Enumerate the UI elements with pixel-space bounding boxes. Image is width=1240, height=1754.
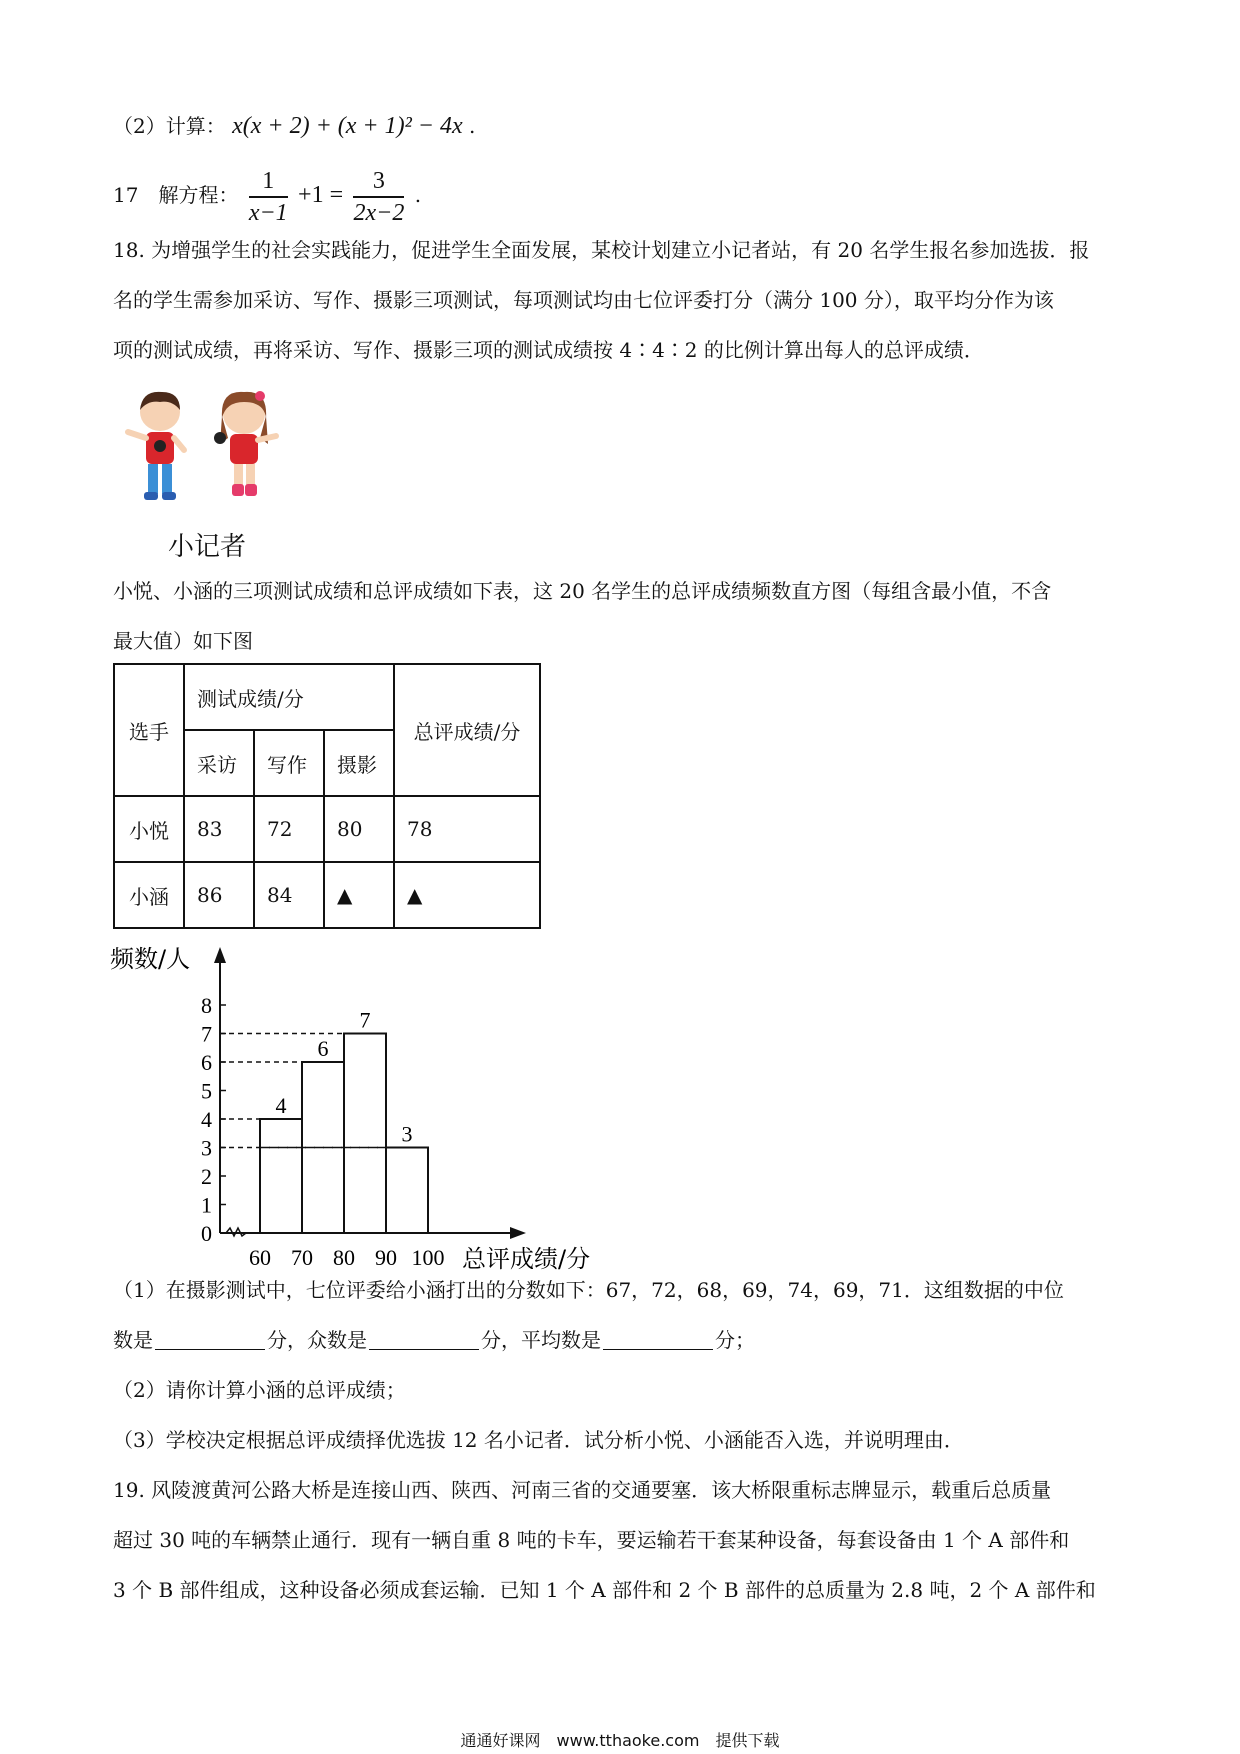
x-tick-label: 100: [411, 1245, 445, 1270]
y-tick-label: 2: [201, 1164, 212, 1189]
y-tick-label: 0: [201, 1221, 212, 1246]
part1-mode-prefix: 分，众数是: [267, 1328, 367, 1352]
q17-end: .: [414, 183, 422, 207]
cell-photography: 80: [324, 796, 394, 862]
table-row: [114, 796, 540, 862]
cell-photography: ▲: [324, 862, 394, 928]
y-tick-label: 3: [201, 1135, 212, 1161]
y-tick-label: 6: [201, 1050, 212, 1075]
x-tick-label: 60: [249, 1245, 271, 1270]
part1-median-prefix: 数是: [113, 1328, 153, 1352]
bar-data-label: 7: [359, 1007, 371, 1033]
q18-part1-line1: （1）在摄影测试中，七位评委给小涵打出的分数如下：67，72，68，69，74，69，71．这组数据的中位: [113, 1278, 1064, 1302]
y-axis-label: 频数/人: [110, 945, 191, 973]
frequency-histogram: [110, 943, 630, 1273]
y-tick-label: 5: [201, 1078, 212, 1104]
histogram-bar: [386, 1148, 428, 1234]
q18-line1: 18. 为增强学生的社会实践能力，促进学生全面发展，某校计划建立小记者站，有 20 名学生报名参加选拔．报: [113, 238, 1090, 262]
q17-frac1-denominator: x−1: [248, 199, 288, 226]
x-tick-label: 90: [375, 1245, 397, 1270]
q18-line2: 名的学生需参加采访、写作、摄影三项测试，每项测试均由七位评委打分（满分 100 分），取平均分作为该: [113, 288, 1054, 312]
row-name: 小涵: [114, 862, 184, 928]
q18-part3: （3）学校决定根据总评成绩择优选拔 12 名小记者．试分析小悦、小涵能否入选，并说明理由．: [113, 1428, 964, 1452]
q16-part2: [113, 112, 475, 140]
median-answer-blank[interactable]: [155, 1329, 265, 1350]
q18-line3: 项的测试成绩，再将采访、写作、摄影三项的测试成绩按 4∶4∶2 的比例计算出每人的总评成绩．: [113, 338, 984, 362]
q17-frac2-numerator: 3: [353, 166, 404, 198]
header-test-scores: 测试成绩/分: [184, 664, 394, 730]
x-tick-label: 70: [291, 1245, 313, 1270]
image-caption: 小记者: [168, 532, 247, 562]
part1-end: 分；: [715, 1328, 755, 1352]
bar-data-label: 3: [401, 1121, 413, 1147]
mean-answer-blank[interactable]: [603, 1329, 713, 1350]
subheader-writing: 写作: [254, 730, 324, 796]
table-row: [114, 862, 540, 928]
q17-plus-equals: +1 =: [298, 182, 344, 208]
y-tick-label: 8: [201, 993, 212, 1018]
q19-line3: 3 个 B 部件组成，这种设备必须成套运输．已知 1 个 A 部件和 2 个 B 部件的总质量为 2.8 吨，2 个 A 部件和: [113, 1578, 1096, 1602]
part1-mean-prefix: 分，平均数是: [481, 1328, 601, 1352]
y-tick-label: 4: [201, 1107, 212, 1132]
histogram-bar: [260, 1119, 302, 1233]
reporter-kids-illustration: [120, 388, 300, 518]
q18-line4: 小悦、小涵的三项测试成绩和总评成绩如下表，这 20 名学生的总评成绩频数直方图（每组含最小值，不含: [113, 579, 1052, 603]
boy-reporter-figure: [128, 392, 184, 500]
y-axis-arrow: [214, 947, 226, 963]
girl-reporter-figure: [214, 391, 276, 496]
cell-total: ▲: [394, 862, 540, 928]
x-tick-label: 80: [333, 1245, 355, 1270]
mode-answer-blank[interactable]: [369, 1329, 479, 1350]
table-header-row: [114, 664, 540, 730]
bar-data-label: 6: [317, 1036, 329, 1061]
q17-label: 17 解方程：: [113, 183, 239, 207]
subheader-photography: 摄影: [324, 730, 394, 796]
cell-interview: 86: [184, 862, 254, 928]
x-axis-arrow: [510, 1227, 526, 1239]
bar-data-label: 4: [275, 1093, 287, 1118]
cell-writing: 72: [254, 796, 324, 862]
q17-fraction-right: [353, 166, 404, 228]
cell-total: 78: [394, 796, 540, 862]
q18-line5: 最大值）如下图: [113, 629, 253, 653]
q18-part2: （2）请你计算小涵的总评成绩；: [113, 1378, 406, 1402]
cell-writing: 84: [254, 862, 324, 928]
page-footer: 通通好课网 www.tthaoke.com 提供下载: [460, 1731, 780, 1750]
q17: [113, 163, 421, 228]
q16-part2-label: （2）计算：: [113, 114, 226, 138]
header-player: 选手: [114, 664, 184, 796]
histogram-bar: [344, 1034, 386, 1234]
x-axis-label: 总评成绩/分: [462, 1245, 591, 1273]
q19-line2: 超过 30 吨的车辆禁止通行．现有一辆自重 8 吨的卡车，要运输若干套某种设备，每套设备由 1 个 A 部件和: [113, 1528, 1070, 1552]
q16-part2-expression: x(x + 2) + (x + 1)² − 4x: [232, 113, 463, 139]
scores-table: [113, 663, 541, 929]
row-name: 小悦: [114, 796, 184, 862]
q19-line1: 19. 风陵渡黄河公路大桥是连接山西、陕西、河南三省的交通要塞．该大桥限重标志牌显示，载重后总质量: [113, 1478, 1052, 1502]
subheader-interview: 采访: [184, 730, 254, 796]
q18-part1-line2: [113, 1326, 755, 1354]
q17-fraction-left: [249, 166, 288, 228]
y-tick-label: 1: [201, 1192, 212, 1218]
y-tick-label: 7: [201, 1021, 212, 1047]
cell-interview: 83: [184, 796, 254, 862]
q17-frac1-numerator: 1: [249, 166, 288, 198]
header-total-score: 总评成绩/分: [394, 664, 540, 796]
q16-part2-end: .: [469, 114, 476, 138]
q17-frac2-denominator: 2x−2: [353, 199, 405, 226]
